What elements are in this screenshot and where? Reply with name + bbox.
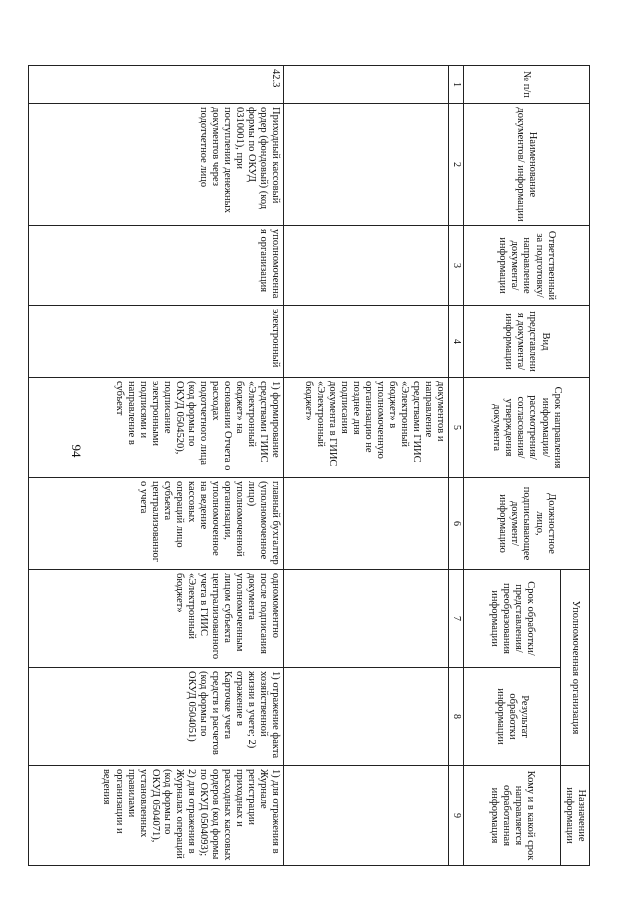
cont-empty <box>284 306 449 378</box>
document-table <box>28 65 590 866</box>
continuation-row <box>284 66 449 866</box>
col-number: 4 <box>449 306 464 378</box>
col-number: 8 <box>449 668 464 766</box>
col-number: 2 <box>449 104 464 226</box>
col-number: 5 <box>449 378 464 478</box>
page-number: 94 <box>69 444 84 458</box>
cont-empty <box>284 66 449 104</box>
row-recipient: 1) для отражения в Журнале регистрации приходных и расходных кассовых ордеров (код формы по ОКУД 0504093); 2) для отражения в Журналах операций (код формы по ОКУД 0504071), установленных правилами организации и ведения <box>29 766 284 866</box>
col-number: 6 <box>449 478 464 570</box>
row-responsible: уполномоченная организация <box>29 226 284 306</box>
rotated-table-container <box>70 65 590 865</box>
table-row <box>29 66 284 866</box>
row-deadline: 1) формирование средствами ГИИС «Электронный бюджет» на основании Отчета о расходах подотчетного лица (код формы по ОКУД 0504520), подписание электронными подписями и направление в субъект <box>29 378 284 478</box>
header-col2: Наименование документов/ информации <box>463 104 589 226</box>
cont-empty <box>284 570 449 668</box>
cont-empty <box>284 104 449 226</box>
header-group-purpose: Назначение информации <box>560 766 589 866</box>
header-col7: Срок обработки/ представления/ преобразования информации <box>463 570 560 668</box>
row-type: электронный <box>29 306 284 378</box>
col-number: 7 <box>449 570 464 668</box>
col-number: 9 <box>449 766 464 866</box>
cont-deadline: документов и направление средствами ГИИС «Электронный бюджет» в уполномоченную организацию не позднее дня подписания документа в ГИИС «Электронный бюджет» <box>284 378 449 478</box>
header-col3: Ответственный за подготовку/ направление документа/ информации <box>463 226 589 306</box>
cont-empty <box>284 766 449 866</box>
row-processing: одномоментно после подписания документа уполномоченным лицом субъекта централизованного учета в ГИИС «Электронный бюджет» <box>29 570 284 668</box>
header-col5: Срок направления информации/ рассмотрения/ согласования/ утверждения документа <box>463 378 589 478</box>
column-number-row <box>449 66 464 866</box>
row-signer: главный бухгалтер (уполномоченное лицо) уполномоченной организации, уполномоченное на ведение кассовых операций лицо субъекта централизованного учета <box>29 478 284 570</box>
header-col8: Результат обработки информации <box>463 668 560 766</box>
header-row-1 <box>560 66 589 866</box>
cont-empty <box>284 478 449 570</box>
cont-empty <box>284 226 449 306</box>
header-col1: № п/п <box>463 66 589 104</box>
col-number: 1 <box>449 66 464 104</box>
header-col4: Вид представления документа/ информации <box>463 306 589 378</box>
row-name: Приходный кассовый ордер (фондовый) (код формы по ОКУД 0310001), при поступлении денежных документов через подотчетное лицо <box>29 104 284 226</box>
cont-empty <box>284 668 449 766</box>
col-number: 3 <box>449 226 464 306</box>
row-number: 42.3 <box>29 66 284 104</box>
row-result: 1) отражение факта хозяйственной жизни в учете; 2) отражение в Карточке учета средств и расчетов (код формы по ОКУД 0504051) <box>29 668 284 766</box>
header-group-upol: Уполномоченная организация <box>560 570 589 766</box>
header-col6: Должностное лицо, подписывающее документ/ информацию <box>463 478 589 570</box>
header-col9: Кому и в какой срок направляется обработанная информация <box>463 766 560 866</box>
